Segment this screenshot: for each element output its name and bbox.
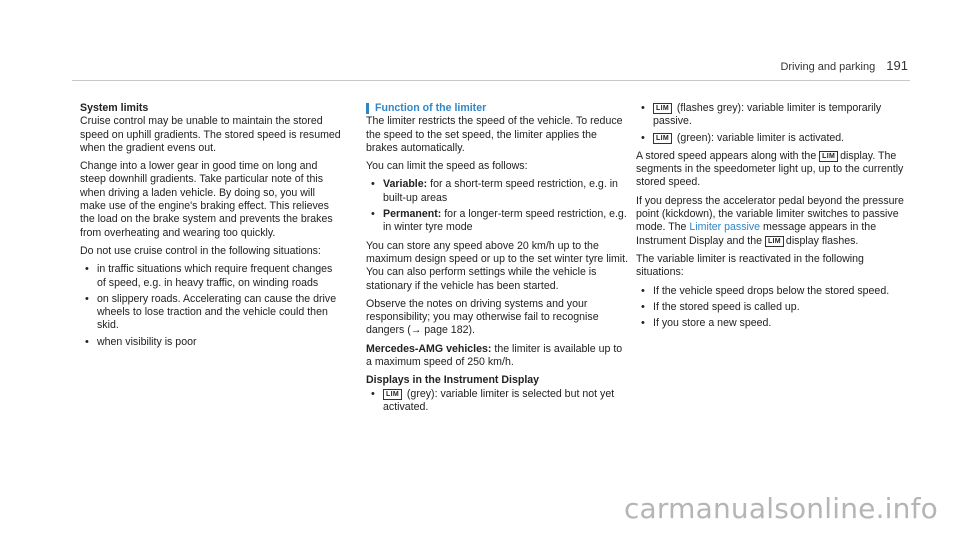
list-item: [366, 388, 628, 415]
text-run: display. The segments in the speedometer light up, up to the currently stored speed.: [636, 149, 904, 189]
system-limits-heading: System limits: [80, 102, 149, 114]
permanent-label: Permanent:: [383, 208, 442, 221]
lim-icon: LIM: [653, 103, 672, 114]
variable-text: for a short-term speed restriction, e.g. in built-up areas: [383, 178, 618, 204]
list-item: • If the stored speed is called up.: [636, 301, 906, 314]
list-item: [636, 102, 906, 129]
section-title: Driving and parking: [780, 61, 876, 73]
page-header: [780, 58, 908, 73]
list-item: [366, 208, 628, 235]
lim-grey-text: (grey): variable limiter is selected but not yet activated.: [383, 387, 615, 413]
paragraph: [636, 150, 906, 190]
lim-icon: LIM: [383, 389, 402, 400]
list-item: [366, 178, 628, 205]
list-item: • on slippery roads. Accelerating can cause the drive wheels to lose traction and the vehicle could then skid.: [80, 293, 342, 333]
list-item: • If the vehicle speed drops below the stored speed.: [636, 285, 906, 298]
lim-icon: LIM: [765, 236, 784, 247]
limit-modes-list: [366, 178, 628, 234]
permanent-text: for a longer-term speed restriction, e.g. in winter tyre mode: [383, 208, 627, 234]
page-number: 191: [886, 58, 908, 73]
display-states-list: [366, 388, 628, 415]
amg-label: Mercedes-AMG vehicles:: [366, 342, 492, 355]
paragraph: The limiter restricts the speed of the vehicle. To reduce the speed to the set speed, the limiter applies the brakes automatically.: [366, 115, 623, 154]
lim-icon: LIM: [819, 151, 838, 162]
paragraph: [366, 343, 628, 370]
limiter-passive-link[interactable]: Limiter passive: [689, 221, 761, 234]
lim-flash-text: (flashes grey): variable limiter is temporarily passive.: [653, 102, 882, 128]
text-run: message appears in the Instrument Display and the: [636, 221, 877, 247]
paragraph: Do not use cruise control in the following situations:: [80, 244, 321, 257]
header-rule: [72, 80, 910, 81]
paragraph: Change into a lower gear in good time on long and steep downhill gradients. Take particular note of this when driving a laden vehicle. By doing so, you will make use of the engine's braking effect. This relieves the load on the brake system and prevents the brakes from overheating and wearing too quickly.: [80, 160, 333, 239]
watermark: carmanualsonline.info: [623, 492, 938, 525]
reactivation-list: [636, 285, 906, 331]
paragraph: You can limit the speed as follows:: [366, 160, 528, 173]
list-item: • in traffic situations which require frequent changes of speed, e.g. in heavy traffic, on winding roads: [80, 263, 342, 290]
display-states-list-cont: [636, 102, 906, 145]
text-run: If you depress the accelerator pedal beyond the pressure point (kickdown), the variable limiter switches to passive mode. The: [636, 194, 904, 234]
lim-icon: LIM: [653, 133, 672, 144]
column-right: [636, 102, 906, 335]
variable-label: Variable:: [383, 178, 428, 191]
paragraph: Cruise control may be unable to maintain the stored speed on uphill gradients. The stored speed is resumed when the gradient evens out.: [80, 115, 341, 154]
limiter-function-heading: Function of the limiter: [366, 102, 628, 115]
list-item: • when visibility is poor: [80, 336, 342, 349]
list-item: [636, 132, 906, 145]
column-left: [80, 102, 342, 354]
paragraph: Observe the notes on driving systems and your responsibility; you may otherwise fail to recognise dangers (→ page 182).: [366, 297, 599, 337]
paragraph: The variable limiter is reactivated in the following situations:: [636, 252, 864, 279]
paragraph: You can store any speed above 20 km/h up to the maximum design speed or up to the set winter tyre limit. You can also perform settings while the vehicle is stationary if the vehicle has been started.: [366, 239, 629, 292]
paragraph: [636, 195, 906, 248]
situations-list: [80, 263, 342, 349]
lim-green-text: (green): variable limiter is activated.: [676, 131, 845, 144]
amg-text: the limiter is available up to a maximum speed of 250 km/h.: [366, 342, 623, 369]
list-item: • If you store a new speed.: [636, 317, 906, 330]
text-run: A stored speed appears along with the: [636, 149, 817, 162]
displays-heading: Displays in the Instrument Display: [366, 374, 540, 387]
column-middle: [366, 102, 628, 419]
text-run: display flashes.: [785, 234, 859, 247]
